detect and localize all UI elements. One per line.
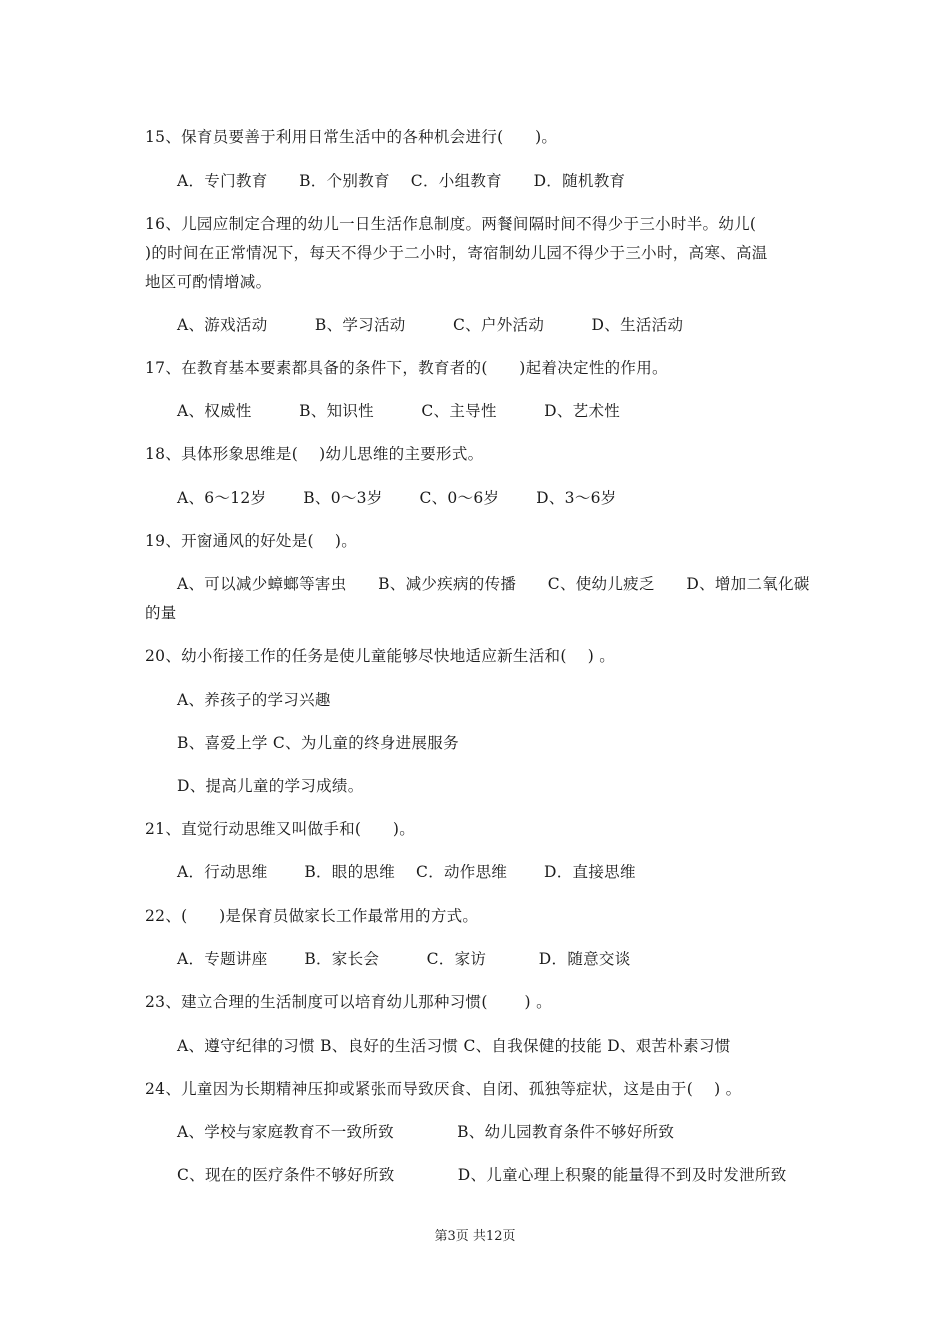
question-23: 23、建立合理的生活制度可以培育幼儿那种习惯( ) 。	[145, 993, 552, 1011]
question-18: 18、具体形象思维是( )幼儿思维的主要形式。	[145, 445, 484, 463]
question-20-option-d: D、提高儿童的学习成绩。	[177, 777, 364, 795]
question-19: 19、开窗通风的好处是( )。	[145, 532, 358, 550]
question-21: 21、直觉行动思维又叫做手和( )。	[145, 820, 416, 838]
question-23-options: A、遵守纪律的习惯 B、良好的生活习惯 C、自我保健的技能 D、艰苦朴素习惯	[177, 1037, 731, 1055]
question-20: 20、幼小衔接工作的任务是使儿童能够尽快地适应新生活和( ) 。	[145, 647, 616, 665]
question-18-options: A、6～12岁 B、0～3岁 C、0～6岁 D、3～6岁	[177, 489, 617, 507]
question-16-options: A、游戏活动 B、学习活动 C、户外活动 D、生活活动	[177, 316, 684, 334]
question-22-options: A．专题讲座 B．家长会 C．家访 D．随意交谈	[177, 950, 631, 968]
question-15-options: A．专门教育 B．个别教育 C．小组教育 D．随机教育	[177, 172, 626, 190]
question-17: 17、在教育基本要素都具备的条件下，教育者的( )起着决定性的作用。	[145, 359, 668, 377]
question-19-options-continuation: 的量	[145, 604, 177, 622]
question-24-options-cd: C、现在的医疗条件不够好所致 D、儿童心理上积聚的能量得不到及时发泄所致	[177, 1166, 787, 1184]
question-20-option-bc: B、喜爱上学 C、为儿童的终身进展服务	[177, 734, 459, 752]
question-24-options-ab: A、学校与家庭教育不一致所致 B、幼儿园教育条件不够好所致	[177, 1123, 675, 1141]
question-15: 15、保育员要善于利用日常生活中的各种机会进行( )。	[145, 128, 558, 146]
question-16-line-2: )的时间在正常情况下，每天不得少于二小时，寄宿制幼儿园不得少于三小时，高寒、高温	[145, 244, 768, 262]
question-16-line-3: 地区可酌情增减。	[145, 273, 272, 291]
page-number-footer: 第3页 共12页	[434, 1229, 516, 1244]
question-24: 24、儿童因为长期精神压抑或紧张而导致厌食、自闭、孤独等症状，这是由于( ) 。	[145, 1080, 742, 1098]
question-21-options: A．行动思维 B．眼的思维 C．动作思维 D．直接思维	[177, 863, 636, 881]
question-22: 22、( )是保育员做家长工作最常用的方式。	[145, 907, 479, 925]
question-20-option-a: A、养孩子的学习兴趣	[177, 691, 331, 709]
question-16-line-1: 16、儿园应制定合理的幼儿一日生活作息制度。两餐间隔时间不得少于三小时半。幼儿(	[145, 215, 757, 233]
question-19-options: A、可以减少蟑螂等害虫 B、减少疾病的传播 C、使幼儿疲乏 D、增加二氧化碳	[177, 575, 810, 593]
question-17-options: A、权威性 B、知识性 C、主导性 D、艺术性	[177, 402, 621, 420]
